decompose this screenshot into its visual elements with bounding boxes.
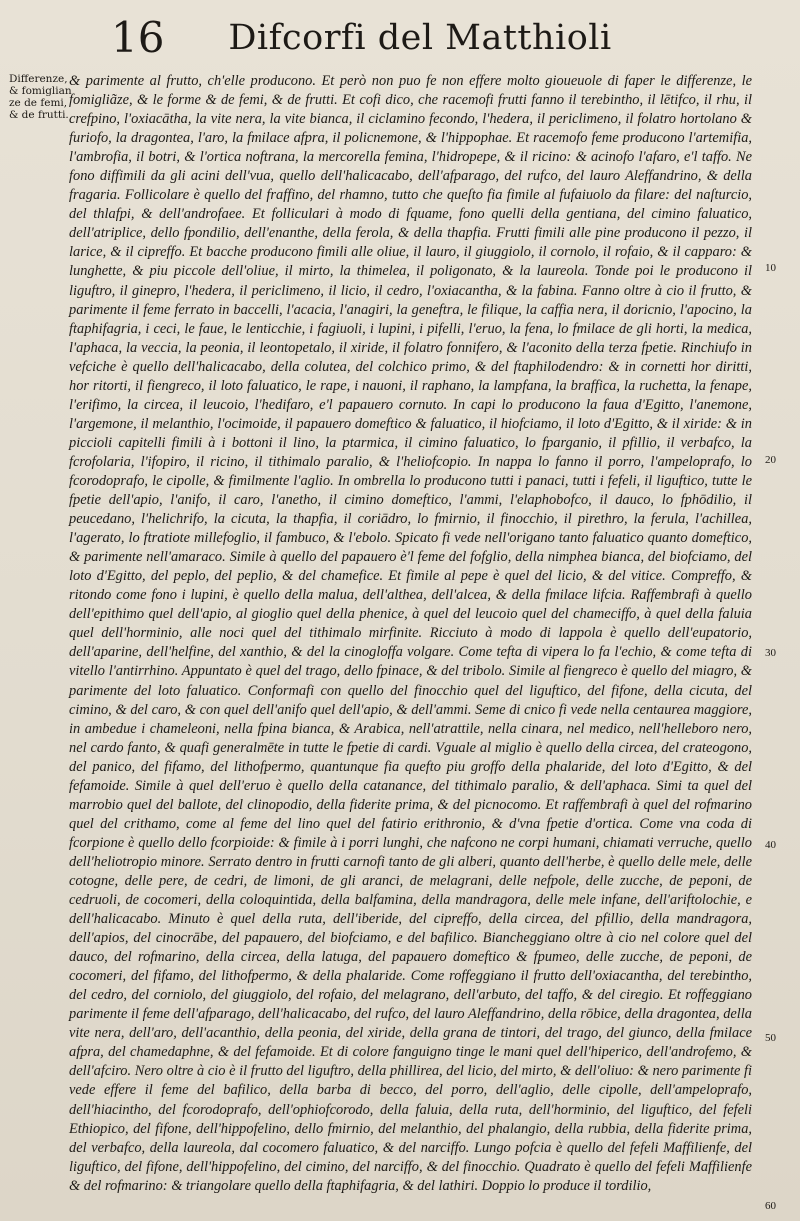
line-number: 60 xyxy=(765,1200,776,1212)
page-number: 16 xyxy=(111,13,165,62)
line-number: 40 xyxy=(765,839,776,851)
line-number: 30 xyxy=(765,647,776,659)
marginal-note xyxy=(9,73,72,121)
running-title: Difcorfi del Matthioli xyxy=(228,18,612,58)
marginal-note-line: & de frutti. xyxy=(9,109,69,121)
page-header xyxy=(0,12,800,72)
line-number: 20 xyxy=(765,454,776,466)
body-text xyxy=(69,72,752,1212)
line-number: 10 xyxy=(765,262,776,274)
marginal-note-line: Differenze, xyxy=(9,73,68,85)
marginal-note-line: & fomiglian xyxy=(9,85,72,97)
body-paragraph: & parimente al frutto, ch'elle producono. Et però non puo fe non effere molto gioueuole di faper le differenze, le fomigliãze, & le forme & de femi, & de frutti. Et cofi dico, che racemofi frutti fanno il terebintho, il lētifco, il rhu, il crefpino, l'oxiacātha, la vite nera, la vite bianca, il ciclamino fecondo, l'hedera, il periclimeno, il folatro hortolano & furiofo, la dragontea, l'aro, la fmilace afpra, il policnemone, & l'hippophae. Et racemofo feme producono l'artemifia, l'ambrofia, il botri, & l'ortica noftrana, la mercorella femina, l'hidropepe, & il ricino: & acinofo l'afaro, e'l taffo. Ne fono diffimili da gli acini dell'vua, quello dell'halicacabo, dell'afparago, del rufco, del lauro Aleffandrino, & della fragaria. Follicolare è quello del fraffino, del rhamno, tutto che queſto fia fimile al fufaiuolo da filare: del naſturcio, del thlafpi, & dell'androfaee. Et folliculari à modo di fquame, fono quelli della gentiana, del cimino faluatico, dell'atriplice, dello fpondilio, dell'enanthe, della ferola, & della thapfia. Frutti fimili alle pine producono il pezzo, il larice, & il cipreffo. Et bacche producono fimili alle oliue, il lauro, il giuggiolo, il cornolo, il rofaio, & il capparo: & lunghette, & piu piccole dell'oliue, il mirto, la thimelea, il poligonato, & la laureola. Tonde poi le producono il liguftro, il ginepro, l'hedera, il periclimeno, il licio, il cedro, l'oxiacantha, & la fabina. Fanno oltre à cio il frutto, & parimente il feme ferrato in baccelli, l'acacia, l'anagiri, la geneftra, le filique, la caffia nera, il doricnio, l'apocino, la ftaphifagria, i ceci, le faue, le lenticchie, i fagiuoli, i lupini, i pifelli, l'eruo, la fena, lo fmilace de gli horti, la medica, l'aphaca, la veccia, la peonia, il leontopetalo, il xiride, il folatro fonnifero, & l'aconito della terza fpetie. Rinchiufo in vefciche è quello dell'halicacabo, della colutea, del colchico primo, & del ftaphilodendro: & in cornetti hor diritti, hor ritorti, il fiengreco, il loto faluatico, le rape, i nauoni, il raphano, la lampfana, la braffica, la ruchetta, la fenape, l'erifimo, la circea, il leucoio, l'hedifaro, e'l papauero cornuto. In capi lo producono la faua d'Egitto, l'anemone, l'argemone, il melanthio, l'ocimoide, il papauero domeftico & faluatico, il hiofciamo, il loto d'Egitto, & il xiride: & in piccioli capitelli fimili à i bottoni il lino, la ptarmica, il cimino faluatico, lo fparganio, il pfillio, il verbafco, la fcrofolaria, l'ifopiro, il ricino, il tithimalo paralio, & l'heliofcopio. In nappa lo fanno il porro, l'ampeloprafo, lo fcorodoprafo, le cipolle, & fimilmente l'aglio. In ombrella lo producono tutti i panaci, tutti i fefeli, il liguftico, tutte le fpetie dell'apio, l'anifo, il caro, l'anetho, il cimino domeftico, l'ammi, l'elaphobofco, il dauco, lo fphōdilio, il peucedano, l'helichrifo, la cicuta, la thapfia, il coriādro, lo fmirnio, il finocchio, il pirethro, la ferula, l'achillea, l'agerato, lo ftratiote millefoglio, il fambuco, & l'ebolo. Spicato fi vede nell'origano tanto faluatico quanto domeftico, & parimente nell'amaraco. Simile à quello del papauero è'l feme del fofglio, della nimphea bianca, del biofciamo, del loto d'Egitto, del peplo, del peplio, & del chamefice. Et fimile al pepe è quel del licio, & del vitice. Compreffo, & ritondo come fono i lupini, è quello della malua, dell'althea, dell'alcea, & della fmilace lifcia. Raffembrafi à quello dell'epithimo quel dell'apio, al gioglio quel della phenice, à quel del leucoio quel del chameciffo, à quel della faluia quel dell'horminio, alle noci quel del tithimalo mirfinite. Ricciuto à modo di lappola è quello dell'eupatorio, dell'aparine, dell'helfine, del xanthio, & del la cinogloffa volgare. Come tefta di vipera lo fa l'echio, & come tefta di vitello l'antirrhino. Appuntato è quel del trago, dello fpinace, & del tribolo. Simile al fiengreco è quello del miagro, & parimente del loto faluatico. Conformafi con quello del finocchio quel del liguftico, del fifone, della cicuta, del cimino, & del caro, & con quel dell'anifo quel dell'apio, & dell'ammi. Seme di cnico fi vede nella centaurea maggiore, in ambedue i chameleoni, nella fpina bianca, & Arabica, nell'atrattile, nella cinara, nel medico, nell'helleboro nero, nel cardo fanto, & quafi generalmēte in tutte le fpetie di cardi. Vguale al miglio è quello della circea, del crateogono, del panico, del fifamo, del lithofpermo, quantunque fia quefto piu groffo della phalaride, del loto d'Egitto, & del fefamoide. Simile à quel dell'eruo è quello della catanance, del tithimalo paralio, & dell'aphaca. Simi ta quel del marrobio quel del ballote, del clinopodio, della fiderite prima, & del picnocomo. Et raffembrafi à quel del rofmarino quel del crithamo, come al feme del lino quel del fatirio erithronio, & d'vna fpetie d'ortica. Come vna coda di fcorpione è quello dello fcorpioide: & fimile à i porri lunghi, che nafcono ne corpi humani, chiamati verruche, quello dell'heliotropio minore. Serrato dentro in frutti carnofi tanto de gli alberi, quanto dell'herbe, è quello delle mele, delle cotogne, delle pere, de cedri, de limoni, de gli aranci, de melagrani, delle nefpole, delle zucche, de peponi, de cedruoli, de cocomeri, della coloquintida, della balfamina, della mandragora, delle mele infane, dell'ariftolochie, e dell'halicacabo. Minuto è quel della ruta, dell'iberide, del cipreffo, della circea, del pfillio, della mandragora, dell'apios, del cinocrābe, del papauero, del biofciamo, e del bafilico. Biancheggiano oltre à cio nel colore quel del dauco, del rofmarino, della circea, della latuga, del papauero domeftico & fpumeo, delle zucche, de peponi, de cocomeri, del fifamo, del lithofpermo, & della phalaride. Come roffeggiano il frutto dell'oxiacantha, del terebintho, del cedro, del corniolo, del giuggiolo, del rofaio, del melagrano, dell'arbuto, del taffo, & del ciregio. Et roffeggiano parimente il feme dell'afparago, dell'halicacabo, del rufco, del lauro Aleffandrino, della rōbice, della dragontea, della vite nera, dell'aro, dell'acanthio, della peonia, del xiride, della grana de tintori, del trago, del giunco, della fmilace afpra, del chamedaphne, & del fefamoide. Et di colore fanguigno tinge le mani quel dell'hiperico, dell'androfemo, & dell'afciro. Nero oltre à cio è il frutto del liguftro, della phillirea, del licio, del mirto, & dell'oliuo: & nero parimente fi vede effere il feme del bafilico, della barba di becco, del porro, dell'aglio, delle cipolle, dell'ampeloprafo, dell'hiacintho, del fcorodoprafo, dell'ophiofcorodo, della faluia, della ruta, dell'horminio, del liguftico, del fefeli Ethiopico, del fifone, dell'hippofelino, dello fmirnio, del melanthio, del phalangio, della rubbia, della fiderite prima, del verbafco, della laureola, dal cocomero faluatico, & del narciffo. Lungo pofcia è quello del fefeli Maffilienfe, del liguftico, del fifone, dell'hippofelino, del cimino, del narciffo, & del finocchio. Quadrato è quello del fefeli Maffilienfe & del rofmarino: & triangolare quello della ftaphifagria, & del lathiri. Doppio lo produce il tordilio, xyxy=(69,73,752,1194)
marginal-note-line: ze de femi, xyxy=(9,97,68,109)
line-number: 50 xyxy=(765,1032,776,1044)
